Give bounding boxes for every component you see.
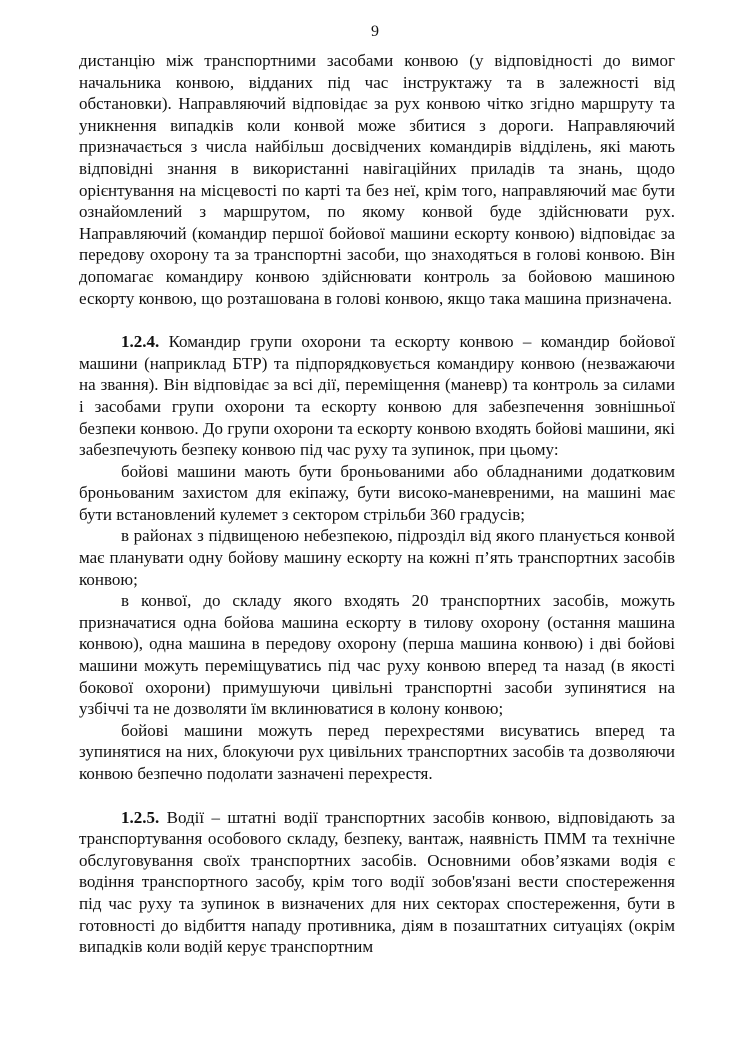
list-item: в конвої, до складу якого входять 20 транспортних засобів, можуть призначатися одна бойова машина ескорту в тилову охорону (остання машина конвою), одна машина в передову охорону (перша машина конвою) і дві бойові машини можуть переміщуватись під час руху конвою вперед та назад (в якості бокової охорони) примушуючи цивільні транспортні засоби зупинятися на узбіччі та не дозволяти їм вклинюватися в колону конвою; xyxy=(79,591,675,719)
list-item: бойові машини можуть перед перехрестями висуватись вперед та зупинятися на них, блокуючи рух цивільних транспортних засобів та дозволяючи конвою безпечно подолати зазначені перехрестя. xyxy=(79,720,675,783)
document-body xyxy=(79,50,675,958)
section-number: 1.2.4. xyxy=(121,332,160,352)
paragraph-text: Командир групи охорони та ескорту конвою – командир бойової машини (наприклад БТР) та підпорядковується командиру конвою (незважаючи на звання). Він відповідає за всі дії, переміщення (маневр) та контроль за силами і засобами групи охорони та ескорту конвою для забезпечення зовнішньої безпеки конвою. До групи охорони та ескорту конвою входять бойові машини, які забезпечують безпеку конвою під час руху та зупинок, при цьому: xyxy=(79,332,675,460)
list-item: в районах з підвищеною небезпекою, підрозділ від якого планується конвой має планувати одну бойову машину ескорту на кожні п’ять транспортних засобів конвою; xyxy=(79,526,675,589)
section-number: 1.2.5. xyxy=(121,807,160,827)
paragraph-text: Водії – штатні водії транспортних засобів конвою, відповідають за транспортування особового складу, безпеку, вантаж, наявність ПММ та технічне обслуговування своїх транспортних засобів. Основними обов’язками водія є водіння транспортного засобу, крім того водії зобов'язані вести спостереження під час руху та зупинок в визначених для них секторах спостереження, бути в готовності до відбиття нападу противника, діям в позаштатних ситуаціях (окрім випадків коли водій керує транспортним xyxy=(79,807,675,957)
paragraph-section-1-2-5 xyxy=(79,807,675,958)
paragraph-section-1-2-4 xyxy=(79,331,675,461)
list-item: бойові машини мають бути броньованими або обладнаними додатковим броньованим захистом для екіпажу, бути високо-маневреними, на машині має бути встановлений кулемет з сектором стрільби 360 градусів; xyxy=(79,461,675,524)
paragraph-continuation: дистанцію між транспортними засобами конвою (у відповідності до вимог начальника конвою, відданих під час інструктажу та в залежності від обстановки). Направляючий відповідає за рух конвою чітко згідно маршруту та уникнення випадків коли конвой може збитися з дороги. Направляючий призначається з числа найбільш досвідчених командирів відділень, які мають відповідні знання в використанні навігаційних приладів та знань, щодо орієнтування на місцевості по карті та без неї, крім того, направляючий має бути ознайомлений з маршрутом, по якому конвой буде здійснювати рух. Направляючий (командир першої бойової машини ескорту конвою) відповідає за передову охорону та за транспортні засоби, що знаходяться в голові конвою. Він допомагає командиру конвою здійснювати контроль за бойовою машиною ескорту конвою, що розташована в голові конвою, якщо така машина призначена. xyxy=(79,51,675,308)
page-number: 9 xyxy=(371,23,379,40)
